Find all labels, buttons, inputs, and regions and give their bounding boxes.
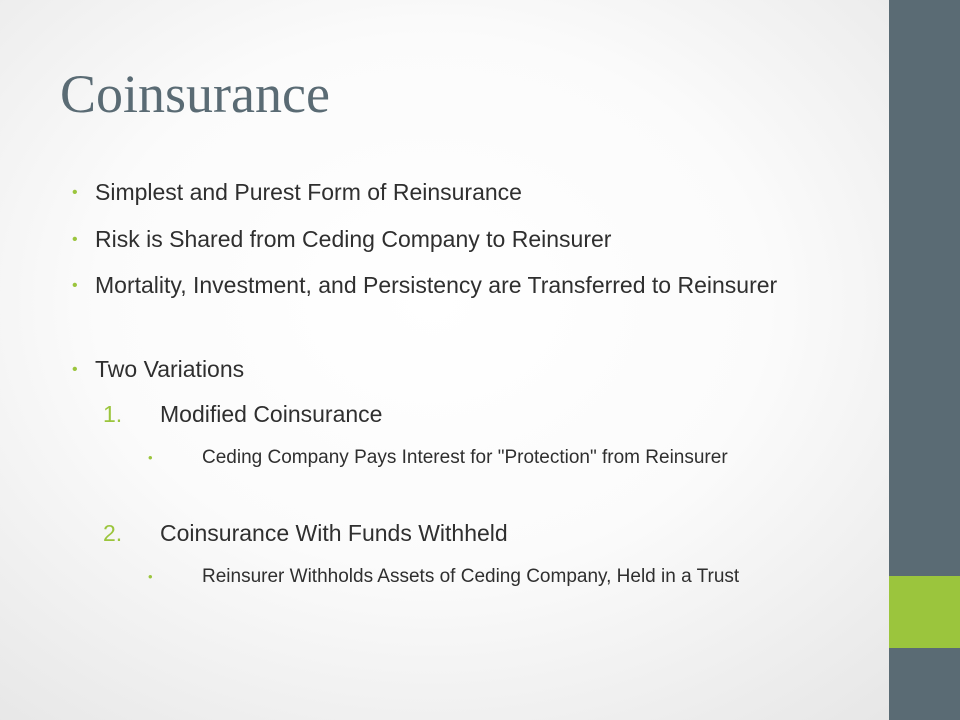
numbered-item-title: Modified Coinsurance [160,401,383,427]
sub-bullet-item [148,444,788,471]
bullet-text: Mortality, Investment, and Persistency are Transferred to Reinsurer [95,272,778,298]
sub-bullet-item [148,563,788,590]
list-number: 2. [103,520,123,546]
numbered-item [103,399,803,430]
sub-bullet-text: Reinsurer Withholds Assets of Ceding Company, Held in a Trust [202,566,740,587]
bullet-text: Two Variations [95,356,245,382]
list-number: 1. [103,401,123,427]
bullet-item [72,354,862,385]
bullet-item [72,270,862,301]
bullet-dot-icon: • [72,231,78,248]
slide-title: Coinsurance [60,64,330,124]
sub-bullet-text: Ceding Company Pays Interest for "Protection" from Reinsurer [202,447,728,468]
bullet-text: Simplest and Purest Form of Reinsurance [95,179,522,205]
bullet-dot-icon: • [72,361,78,378]
bullet-dot-icon: • [148,450,153,465]
bullet-dot-icon: • [72,277,78,294]
numbered-item-title: Coinsurance With Funds Withheld [160,520,508,546]
bullet-text: Risk is Shared from Ceding Company to Reinsurer [95,226,612,252]
bullet-item [72,177,862,208]
numbered-item [103,518,803,549]
bullet-dot-icon: • [148,569,153,584]
bullet-item [72,224,862,255]
bullet-dot-icon: • [72,184,78,201]
sidebar-accent-block [889,576,960,648]
